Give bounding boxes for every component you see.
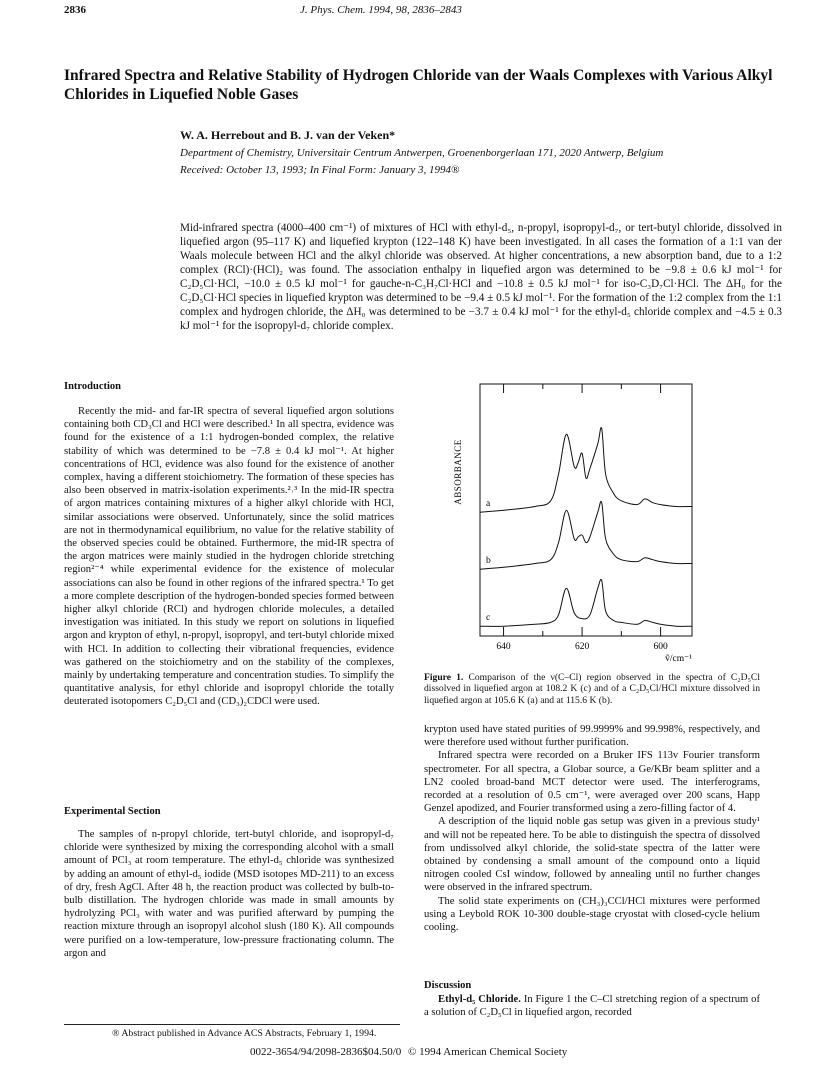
article-title: Infrared Spectra and Relative Stability of Hydrogen Chloride van der Waals Complexes with Various Alkyl Chlorides in Liquefied Noble Gases [64, 67, 773, 103]
discussion-body: In Figure 1 the C–Cl stretching region of a spectrum of a solution of C₂D₅Cl in liquefied argon, recorded [424, 994, 760, 1019]
series-line-a [480, 427, 692, 512]
affiliation: Department of Chemistry, Universitair Centrum Antwerpen, Groenenborgerlaan 171, 2020 Antwerp, Belgium [180, 147, 664, 159]
figure-series [480, 427, 692, 626]
journal-citation: J. Phys. Chem. 1994, 98, 2836–2843 [300, 4, 462, 16]
series-label-b: b [486, 556, 491, 567]
figure-ticks [496, 384, 668, 652]
discussion-subheading: Ethyl-d₅ Chloride. [438, 994, 521, 1005]
authors: W. A. Herrebout and B. J. van der Veken* [180, 128, 396, 142]
figure-caption [424, 672, 760, 706]
series-label-c: c [486, 613, 491, 624]
received-dates: Received: October 13, 1993; In Final Form: January 3, 1994® [180, 164, 460, 176]
discussion-text [424, 993, 760, 1019]
figure-caption-label: Figure 1. [424, 672, 464, 683]
figure-caption-text: Comparison of the ν(C–Cl) region observed in the spectra of C₂D₅Cl dissolved in liquefied argon at 108.2 K (c) and of a C₂D₅Cl/HCl mixture dissolved in liquefied argon at 105.6 K (a) and at 115.6 K (b). [424, 672, 760, 706]
purity-paragraph: krypton used have stated purities of 99.9999% and 99.998%, respectively, and were therefore used without further purification. [424, 724, 760, 749]
abstract: Mid-infrared spectra (4000–400 cm⁻¹) of mixtures of HCl with ethyl-d₅, n-propyl, isopropyl-d₇, or tert-butyl chloride, dissolved in liquefied argon (95–117 K) and liquefied krypton (122–148 K) have been investigated. In all cases the formation of a 1:1 van der Waals molecule between HCl and the alkyl chloride was observed. At higher concentrations, a new absorption band, due to a 1:2 complex (RCl)·(HCl)₂ was found. The association enthalpy in liquefied argon was determined to be −9.8 ± 0.6 kJ mol⁻¹ for C₂D₅Cl·HCl, −10.0 ± 0.5 kJ mol⁻¹ for gauche-n-C₃H₇Cl·HCl and −10.8 ± 0.5 kJ mol⁻¹ for iso-C₃D₇Cl·HCl. The ΔH₀ for the C₂D₅Cl·HCl species in liquefied krypton was determined to be −9.4 ± 0.5 kJ mol⁻¹. For the formation of the 1:2 complex from the 1:1 complex and hydrogen chloride, the ΔH₀ was determined to be −3.7 ± 0.4 kJ mol⁻¹ for the ethyl-d₅ chloride complex and −4.5 ± 0.3 kJ mol⁻¹ for the isopropyl-d₇ chloride complex. [180, 222, 782, 332]
solid-state-paragraph: The solid state experiments on (CH₃)₃CCl/HCl mixtures were performed using a Leybold ROK 10-300 double-stage cryostat with closed-cycle helium cooling. [424, 895, 760, 934]
page-number: 2836 [64, 4, 86, 16]
introduction-text: Recently the mid- and far-IR spectra of several liquefied argon solutions containing both CD₃Cl and HCl were described.¹ In all spectra, evidence was found for the existence of a 1:1 hydrogen-bonded complex, the relative stability of which was determined to be −7.8 ± 0.4 kJ mol⁻¹. At higher concentrations of HCl, evidence was also found for the existence of another complex, having a different stoichiometry. The formation of these species has also been observed in matrix-isolation experiments.²˒³ In the mid-IR spectra of argon matrices containing mixtures of a higher alkyl chloride with HCl, similar associations were observed. Unfortunately, since the solid matrices are not in thermodynamical equilibrium, no value for the relative stability of the observed species could be obtained. Furthermore, the mid-IR spectra of the argon matrices were mainly studied in the hydrogen chloride stretching region²⁻⁴ while experimental evidence for the existence of molecular associations can also be found in other regions of the infrared spectra.¹ To get a more complete description of the hydrogen-bonded species formed between higher alkyl chloride (RCl) and hydrogen chloride molecules, a detailed investigation was initiated. In this study we report on solutions in liquefied argon and krypton of ethyl, n-propyl, isopropyl, and tert-butyl chloride mixed with HCl. In addition to collecting their vibrational frequencies, evidence was gathered on the stoichiometry and on the stability of the complexes, mainly by undertaking temperature and concentration studies. To simplify the quantitative analysis, for ethyl chloride and isopropyl chloride the totally deuterated isotopomers C₂D₅Cl and (CD₃)₂CDCl were used. [64, 406, 394, 708]
x-tick-label-620: 620 [574, 642, 590, 652]
series-label-a: a [486, 499, 491, 510]
discussion-heading: Discussion [424, 980, 472, 991]
footnote: ® Abstract published in Advance ACS Abstracts, February 1, 1994. [112, 1028, 377, 1039]
copyright: © 1994 American Chemical Society [408, 1046, 568, 1058]
spectrometer-paragraph: Infrared spectra were recorded on a Bruker IFS 113v Fourier transform spectrometer. For all spectra, a Globar source, a Ge/KBr beam splitter and a LN2 cooled broad-band MCT detector were used. The interferograms, recorded at a resolution of 0.5 cm⁻¹, were averaged over 200 scans, Happ Genzel apodized, and Fourier transformed using a zero-filling factor of 4. [424, 750, 760, 815]
footnote-divider [64, 1024, 400, 1025]
right-column-text [424, 723, 760, 934]
y-axis-label: ABSORBANCE [453, 439, 463, 505]
series-line-c [480, 579, 692, 626]
figure-1-chart [440, 380, 702, 668]
plot-frame [480, 384, 692, 636]
experimental-heading: Experimental Section [64, 806, 161, 817]
x-tick-label-600: 600 [653, 642, 668, 652]
x-axis-label: ṽ/cm⁻¹ [665, 654, 692, 664]
setup-paragraph: A description of the liquid noble gas setup was given in a previous study¹ and will not be repeated here. To be able to distinguish the spectra of dissolved from undissolved alkyl chloride, the solid-state spectra of the latter were obtained by condensing a small amount of the compound onto a liquid nitrogen cooled CsI window, followed by annealing until no further changes were observed in the infrared spectrum. [424, 816, 760, 894]
article-code: 0022-3654/94/2098-2836$04.50/0 [250, 1046, 402, 1058]
figure-frame [480, 384, 692, 636]
introduction-heading: Introduction [64, 381, 121, 392]
x-tick-label-640: 640 [496, 642, 511, 652]
series-line-b [480, 501, 692, 569]
experimental-text: The samples of n-propyl chloride, tert-butyl chloride, and isopropyl-d₇ chloride were synthesized by mixing the corresponding alcohol with a small amount of PCl₃ at room temperature. The ethyl-d₅ chloride was synthesized by adding an amount of ethyl-d₅ iodide (MSD isotopes MD-211) to an excess of dry, fresh AgCl. After 48 h, the reaction product was collected by bulb-to-bulb distillation. The hydrogen chloride was made in small amounts by hydrolyzing PCl₃ with water and was purified afterward by pumping the reaction mixture through an isopropyl alcohol slush (180 K). All compounds were purified on a low-temperature, low-pressure fractionating column. The argon and [64, 829, 394, 959]
